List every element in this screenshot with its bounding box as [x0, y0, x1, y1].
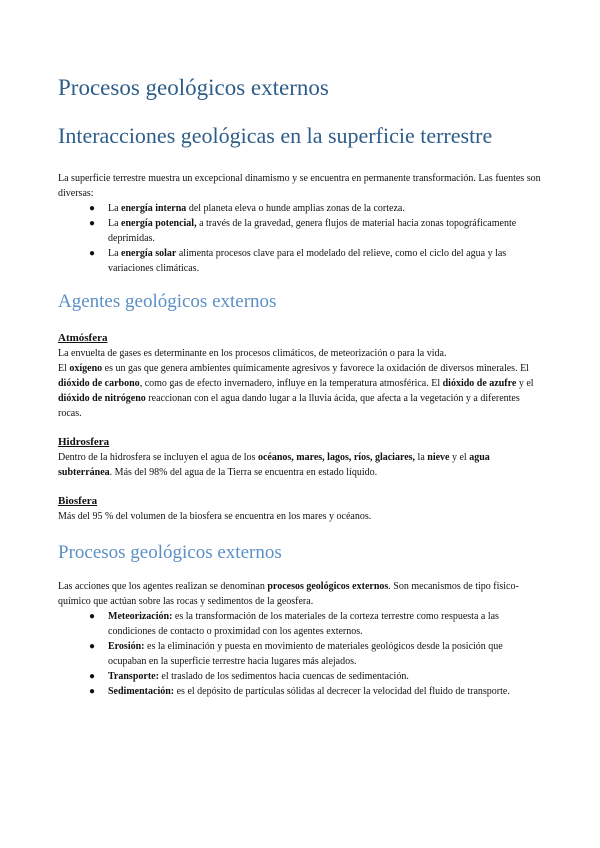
list-item: ● Sedimentación: es el depósito de partículas sólidas al decrecer la velocidad del fluido de transporte. — [89, 686, 510, 697]
intro-paragraph: La superficie terrestre muestra un excepcional dinamismo y se encuentra en permanente transformación. Las fuentes son diversas: — [58, 173, 541, 199]
subheading-biosfera: Biosfera — [58, 495, 98, 507]
subheading-hidrosfera: Hidrosfera — [58, 436, 110, 448]
hidrosfera-paragraph: Dentro de la hidrosfera se incluyen el agua de los océanos, mares, lagos, ríos, glaciares, la nieve y el agua subterránea. Más del 98% del agua de la Tierra se encuentra en estado líquido. — [58, 452, 490, 478]
procesos-list — [58, 609, 542, 699]
list-item: ● Erosión: es la eliminación y puesta en movimiento de materiales geológicos desde la posición que ocupaban en la superficie terrestre hacia lugares más alejados. — [89, 641, 503, 667]
section-heading-agentes: Agentes geológicos externos — [58, 291, 277, 312]
page-title: Procesos geológicos externos — [58, 75, 329, 100]
energy-list — [58, 201, 542, 276]
bullet-icon: ● — [89, 203, 96, 214]
atmosfera-paragraph-1: La envuelta de gases es determinante en los procesos climáticos, de meteorización o para la vida. — [58, 348, 447, 359]
list-item: ● Transporte: el traslado de los sedimentos hacia cuencas de sedimentación. — [89, 671, 409, 682]
bullet-icon: ● — [89, 671, 96, 682]
biosfera-paragraph: Más del 95 % del volumen de la biosfera se encuentra en los mares y océanos. — [58, 511, 372, 522]
bullet-icon: ● — [89, 248, 96, 259]
list-item: ● Meteorización: es la transformación de los materiales de la corteza terrestre como respuesta a las condiciones de contacto o proximidad con los agentes externos. — [89, 611, 499, 637]
section-heading-procesos: Procesos geológicos externos — [58, 542, 282, 563]
list-item: ● La energía interna del planeta eleva o hunde amplias zonas de la corteza. — [89, 203, 405, 214]
bullet-icon: ● — [89, 611, 96, 622]
subheading-atmosfera: Atmósfera — [58, 332, 108, 344]
procesos-intro-paragraph: Las acciones que los agentes realizan se denominan procesos geológicos externos. Son mecanismos de tipo físico-químico que actúan sobre las rocas y sedimentos de la geosfera. — [58, 581, 519, 607]
list-item: ● La energía solar alimenta procesos clave para el modelado del relieve, como el ciclo del agua y las variaciones climáticas. — [89, 248, 507, 274]
list-item: ● La energía potencial, a través de la gravedad, genera flujos de material hacia zonas topográficamente deprimidas. — [89, 218, 517, 244]
atmosfera-paragraph-2: El oxígeno es un gas que genera ambientes químicamente agresivos y favorece la oxidación de diversos minerales. El dióxido de carbono, como gas de efecto invernadero, influye en la temperatura atmosférica. El dióxido de azufre y el dióxido de nitrógeno reaccionan con el agua dando lugar a la lluvia ácida, que afecta a la vegetación y a diferentes rocas. — [58, 363, 534, 419]
bullet-icon: ● — [89, 218, 96, 229]
bullet-icon: ● — [89, 686, 96, 697]
section-heading-interacciones: Interacciones geológicas en la superficie terrestre — [58, 123, 493, 148]
bullet-icon: ● — [89, 641, 96, 652]
